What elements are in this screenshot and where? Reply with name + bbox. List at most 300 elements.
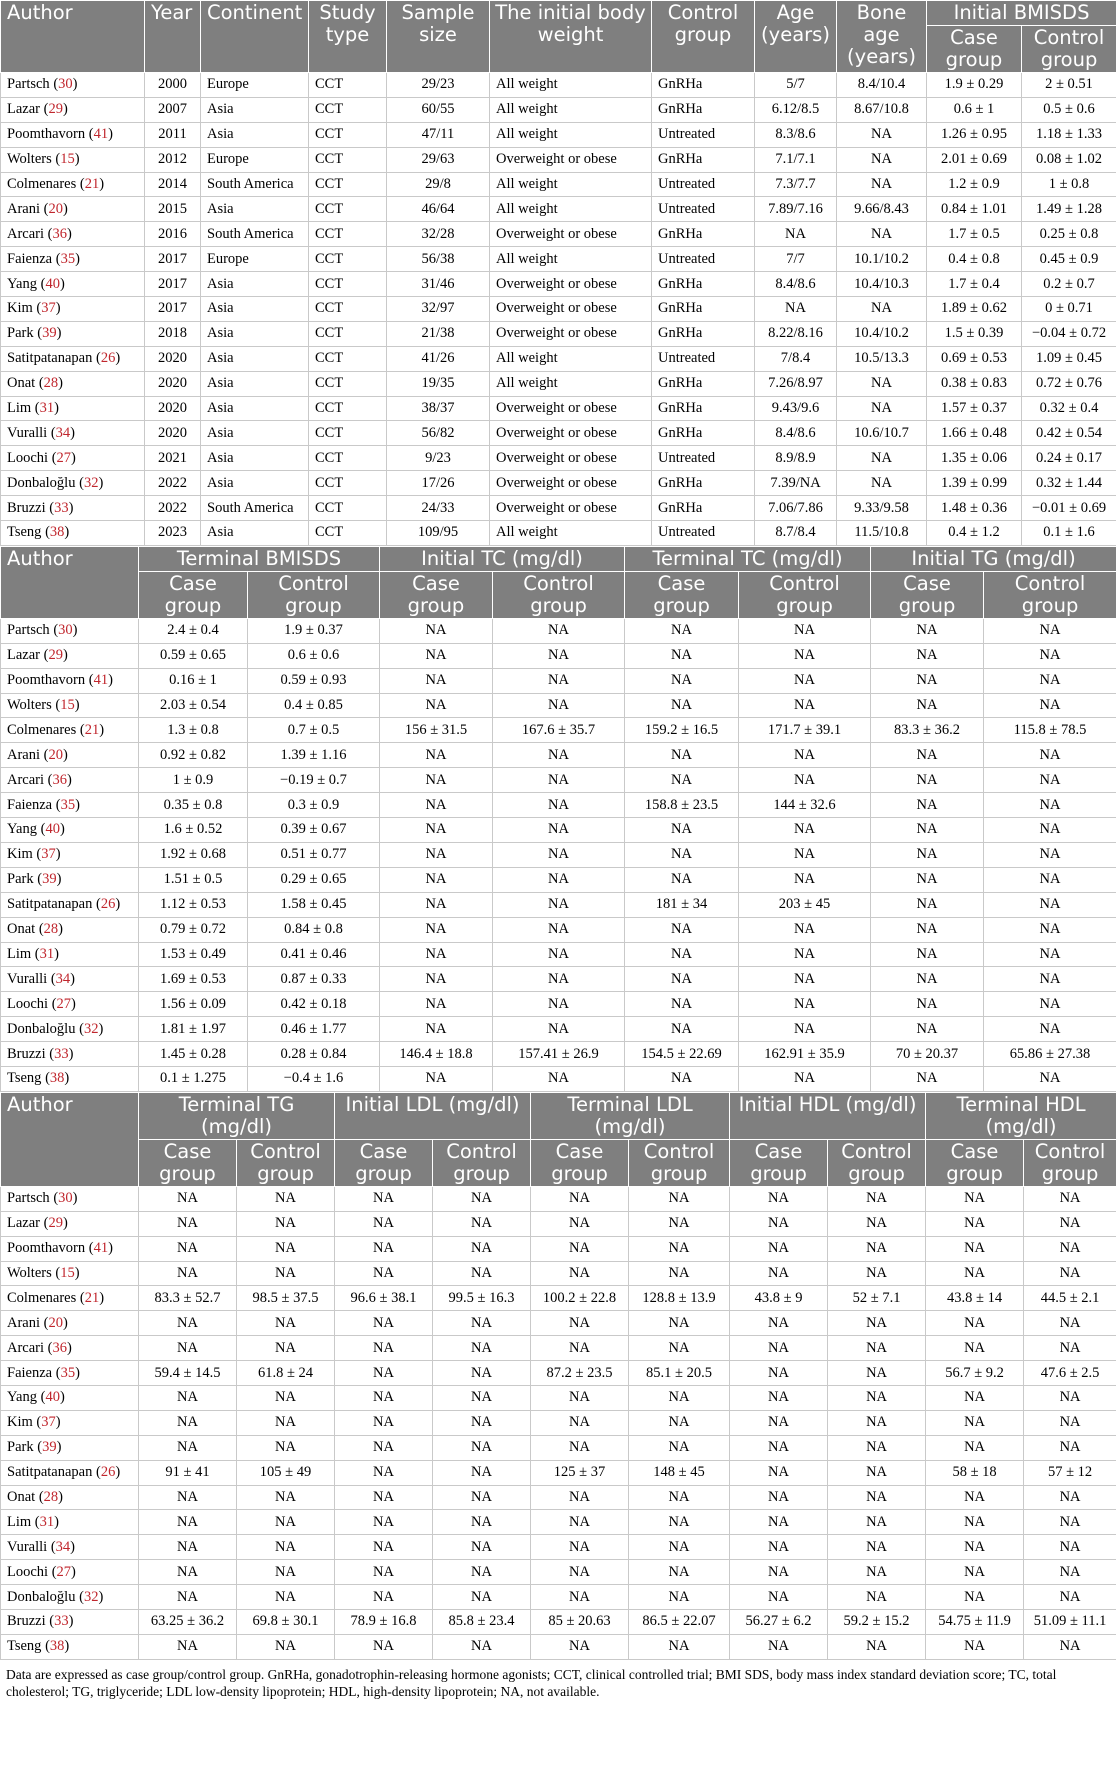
author-cell <box>1 992 139 1017</box>
reference-number: (32) <box>79 1588 104 1605</box>
data-cell: NA <box>837 297 927 322</box>
data-cell: Asia <box>201 371 309 396</box>
reference-number: (29) <box>43 101 68 118</box>
data-cell: NA <box>984 917 1116 942</box>
column-header: Terminal BMISDS <box>139 546 380 571</box>
data-cell: NA <box>984 743 1116 768</box>
data-cell: NA <box>139 1510 237 1535</box>
data-cell: NA <box>335 1585 433 1610</box>
data-cell: NA <box>625 942 739 967</box>
reference-number: (20) <box>43 200 68 217</box>
data-cell: NA <box>837 172 927 197</box>
data-cell: NA <box>730 1211 828 1236</box>
data-cell: NA <box>926 1585 1024 1610</box>
data-cell: 0.2 ± 0.7 <box>1022 272 1116 297</box>
author-name: Arani <box>7 200 44 217</box>
data-cell: NA <box>739 618 871 643</box>
data-cell: Overweight or obese <box>490 396 652 421</box>
data-cell: NA <box>730 1311 828 1336</box>
reference-number: (21) <box>79 721 105 738</box>
reference-number: (34) <box>50 1538 76 1555</box>
data-cell: GnRHa <box>652 297 755 322</box>
author-name: Tseng <box>7 1638 46 1655</box>
reference-number: (37) <box>36 846 61 863</box>
data-cell: 0.72 ± 0.76 <box>1022 371 1116 396</box>
data-cell: NA <box>629 1510 730 1535</box>
author-name: Loochi <box>7 995 52 1012</box>
data-cell: NA <box>984 768 1116 793</box>
data-cell: NA <box>493 818 625 843</box>
data-cell: NA <box>730 1261 828 1286</box>
data-cell: NA <box>837 147 927 172</box>
data-cell: 85.1 ± 20.5 <box>629 1361 730 1386</box>
data-cell: 154.5 ± 22.69 <box>625 1042 739 1067</box>
data-cell: NA <box>1024 1485 1116 1510</box>
author-cell <box>1 1042 139 1067</box>
column-header: Terminal TC (mg/dl) <box>625 546 871 571</box>
author-name: Kim <box>7 1414 37 1431</box>
data-cell: NA <box>493 917 625 942</box>
data-cell: NA <box>493 942 625 967</box>
table-row <box>1 1510 1116 1535</box>
data-cell: 0.6 ± 0.6 <box>248 643 380 668</box>
data-cell: 2017 <box>145 297 201 322</box>
data-cell: 1.7 ± 0.4 <box>927 272 1022 297</box>
data-cell: 8.22/8.16 <box>755 321 837 346</box>
data-cell: NA <box>625 693 739 718</box>
data-cell: 1.3 ± 0.8 <box>139 718 248 743</box>
author-name: Bruzzi <box>7 499 50 516</box>
data-cell: NA <box>1024 1261 1116 1286</box>
table-row <box>1 967 1116 992</box>
data-cell: 2021 <box>145 446 201 471</box>
data-cell: 125 ± 37 <box>531 1460 629 1485</box>
data-cell: 7.3/7.7 <box>755 172 837 197</box>
reference-number: (20) <box>43 1314 68 1331</box>
author-cell <box>1 718 139 743</box>
author-cell <box>1 172 145 197</box>
data-cell: NA <box>625 768 739 793</box>
table-row <box>1 297 1116 322</box>
column-header: Control group <box>1024 1139 1116 1186</box>
data-cell: CCT <box>309 272 387 297</box>
data-cell: CCT <box>309 496 387 521</box>
author-cell <box>1 743 139 768</box>
data-cell: 1.49 ± 1.28 <box>1022 197 1116 222</box>
column-header: Case group <box>335 1139 433 1186</box>
data-cell: CCT <box>309 197 387 222</box>
author-name: Loochi <box>7 1563 52 1580</box>
data-cell: 1.12 ± 0.53 <box>139 892 248 917</box>
data-cell: Europe <box>201 73 309 98</box>
reference-number: (37) <box>36 300 61 317</box>
reference-number: (38) <box>45 1070 70 1087</box>
reference-number: (29) <box>43 647 68 664</box>
table-row <box>1 1410 1116 1435</box>
data-cell: NA <box>1024 1585 1116 1610</box>
data-cell: GnRHa <box>652 371 755 396</box>
data-cell: Asia <box>201 97 309 122</box>
data-cell: NA <box>625 618 739 643</box>
data-cell: 157.41 ± 26.9 <box>493 1042 625 1067</box>
data-cell: 2014 <box>145 172 201 197</box>
data-cell: NA <box>625 992 739 1017</box>
data-cell: Overweight or obese <box>490 471 652 496</box>
data-cell: All weight <box>490 247 652 272</box>
column-header: Bone age (years) <box>837 1 927 73</box>
column-header: Initial BMISDS <box>927 1 1116 26</box>
data-cell: 70 ± 20.37 <box>871 1042 984 1067</box>
data-cell: 128.8 ± 13.9 <box>629 1286 730 1311</box>
data-cell: 1 ± 0.8 <box>1022 172 1116 197</box>
data-cell: NA <box>139 1236 237 1261</box>
data-cell: NA <box>625 743 739 768</box>
author-cell <box>1 1460 139 1485</box>
data-cell: NA <box>335 1485 433 1510</box>
author-cell <box>1 1186 139 1211</box>
author-cell <box>1 1017 139 1042</box>
author-name: Faienza <box>7 250 56 267</box>
data-cell: 21/38 <box>387 321 490 346</box>
data-cell: NA <box>755 222 837 247</box>
data-cell: NA <box>984 693 1116 718</box>
author-cell <box>1 643 139 668</box>
reference-number: (37) <box>36 1414 61 1431</box>
data-cell: 0.5 ± 0.6 <box>1022 97 1116 122</box>
data-cell: CCT <box>309 297 387 322</box>
data-cell: NA <box>493 693 625 718</box>
author-name: Colmenares <box>7 1289 80 1306</box>
data-cell: 2017 <box>145 247 201 272</box>
data-cell: NA <box>335 1311 433 1336</box>
data-cell: 2.03 ± 0.54 <box>139 693 248 718</box>
data-cell: 167.6 ± 35.7 <box>493 718 625 743</box>
data-cell: NA <box>380 643 493 668</box>
author-cell <box>1 1236 139 1261</box>
data-cell: NA <box>380 793 493 818</box>
column-header: Initial HDL (mg/dl) <box>730 1092 926 1139</box>
data-cell: NA <box>139 1560 237 1585</box>
data-cell: NA <box>926 1485 1024 1510</box>
data-cell: 2012 <box>145 147 201 172</box>
author-cell <box>1 818 139 843</box>
data-cell: 100.2 ± 22.8 <box>531 1286 629 1311</box>
data-cell: 0.51 ± 0.77 <box>248 842 380 867</box>
data-cell: NA <box>531 1510 629 1535</box>
column-header: Age (years) <box>755 1 837 73</box>
data-cell: NA <box>984 992 1116 1017</box>
data-cell: NA <box>380 992 493 1017</box>
data-table-1 <box>0 0 1116 546</box>
data-cell: 59.2 ± 15.2 <box>828 1609 926 1634</box>
data-cell: NA <box>984 942 1116 967</box>
header-row <box>1 1139 1116 1186</box>
data-cell: NA <box>1024 1560 1116 1585</box>
data-cell: 0.28 ± 0.84 <box>248 1042 380 1067</box>
data-cell: NA <box>730 1385 828 1410</box>
data-cell: 0.59 ± 0.65 <box>139 643 248 668</box>
data-cell: NA <box>625 668 739 693</box>
table-row <box>1 1435 1116 1460</box>
author-name: Satitpatanapan <box>7 1464 96 1481</box>
data-cell: NA <box>625 1066 739 1091</box>
data-cell: NA <box>380 892 493 917</box>
author-name: Arcari <box>7 1339 48 1356</box>
reference-number: (28) <box>38 1488 63 1505</box>
data-cell: NA <box>493 618 625 643</box>
data-cell: NA <box>531 1311 629 1336</box>
data-cell: 1.9 ± 0.29 <box>927 73 1022 98</box>
data-cell: GnRHa <box>652 222 755 247</box>
data-cell: 69.8 ± 30.1 <box>237 1609 335 1634</box>
reference-number: (27) <box>51 1563 76 1580</box>
column-header: Control group <box>433 1139 531 1186</box>
author-name: Bruzzi <box>7 1613 50 1630</box>
data-cell: NA <box>871 1066 984 1091</box>
data-cell: All weight <box>490 172 652 197</box>
data-cell: NA <box>625 1017 739 1042</box>
table-row <box>1 992 1116 1017</box>
data-cell: NA <box>828 1460 926 1485</box>
data-cell: 46/64 <box>387 197 490 222</box>
table-row <box>1 942 1116 967</box>
column-header: Case group <box>380 571 493 618</box>
data-cell: 1.66 ± 0.48 <box>927 421 1022 446</box>
author-name: Park <box>7 1439 38 1456</box>
table-row <box>1 346 1116 371</box>
author-name: Arcari <box>7 225 48 242</box>
data-cell: NA <box>237 1336 335 1361</box>
data-cell: 96.6 ± 38.1 <box>335 1286 433 1311</box>
data-cell: CCT <box>309 222 387 247</box>
reference-number: (26) <box>95 350 121 367</box>
reference-number: (35) <box>55 1364 80 1381</box>
author-name: Donbaloğlu <box>7 474 80 491</box>
data-cell: 1.81 ± 1.97 <box>139 1017 248 1042</box>
reference-number: (28) <box>38 921 63 938</box>
data-cell: NA <box>739 1017 871 1042</box>
data-cell: 115.8 ± 78.5 <box>984 718 1116 743</box>
data-cell: 56/38 <box>387 247 490 272</box>
table-row <box>1 1361 1116 1386</box>
table-row <box>1 172 1116 197</box>
table-row <box>1 396 1116 421</box>
data-cell: All weight <box>490 521 652 546</box>
data-cell: NA <box>139 1336 237 1361</box>
data-cell: 19/35 <box>387 371 490 396</box>
column-header: Case group <box>531 1139 629 1186</box>
data-cell: NA <box>629 1435 730 1460</box>
data-cell: 0.08 ± 1.02 <box>1022 147 1116 172</box>
reference-number: (34) <box>50 424 76 441</box>
column-header: Case group <box>625 571 739 618</box>
column-header: Terminal TG (mg/dl) <box>139 1092 335 1139</box>
data-cell: 0.39 ± 0.67 <box>248 818 380 843</box>
data-cell: NA <box>739 917 871 942</box>
data-cell: 1.6 ± 0.52 <box>139 818 248 843</box>
data-cell: 1.39 ± 0.99 <box>927 471 1022 496</box>
data-cell: NA <box>335 1560 433 1585</box>
reference-number: (39) <box>37 1439 62 1456</box>
data-cell: NA <box>531 1385 629 1410</box>
reference-number: (38) <box>45 1638 70 1655</box>
data-cell: NA <box>984 818 1116 843</box>
data-cell: NA <box>237 1261 335 1286</box>
data-cell: Overweight or obese <box>490 496 652 521</box>
data-cell: NA <box>139 1211 237 1236</box>
table-row <box>1 1585 1116 1610</box>
data-cell: NA <box>1024 1336 1116 1361</box>
data-cell: 0.32 ± 0.4 <box>1022 396 1116 421</box>
data-cell: CCT <box>309 396 387 421</box>
data-cell: 162.91 ± 35.9 <box>739 1042 871 1067</box>
reference-number: (30) <box>53 622 78 639</box>
table-row <box>1 1042 1116 1067</box>
author-cell <box>1 521 145 546</box>
data-cell: NA <box>730 1435 828 1460</box>
data-cell: 2020 <box>145 371 201 396</box>
author-name: Onat <box>7 375 39 392</box>
data-cell: NA <box>380 668 493 693</box>
data-cell: 0.79 ± 0.72 <box>139 917 248 942</box>
data-cell: NA <box>1024 1236 1116 1261</box>
data-cell: 1.53 ± 0.49 <box>139 942 248 967</box>
data-cell: 9.33/9.58 <box>837 496 927 521</box>
author-name: Park <box>7 325 38 342</box>
data-cell: NA <box>531 1485 629 1510</box>
column-header: Initial TC (mg/dl) <box>380 546 625 571</box>
table-row <box>1 1485 1116 1510</box>
reference-number: (33) <box>49 1045 74 1062</box>
data-cell: Untreated <box>652 122 755 147</box>
reference-number: (27) <box>51 995 76 1012</box>
data-cell: NA <box>625 917 739 942</box>
data-cell: NA <box>493 668 625 693</box>
data-cell: NA <box>493 768 625 793</box>
table-row <box>1 1066 1116 1091</box>
data-cell: 6.12/8.5 <box>755 97 837 122</box>
data-cell: NA <box>926 1236 1024 1261</box>
data-cell: NA <box>237 1211 335 1236</box>
table-row <box>1 321 1116 346</box>
data-cell: NA <box>237 1385 335 1410</box>
table-row <box>1 222 1116 247</box>
data-cell: Overweight or obese <box>490 272 652 297</box>
data-cell: GnRHa <box>652 321 755 346</box>
data-cell: NA <box>335 1634 433 1659</box>
data-cell: 56.7 ± 9.2 <box>926 1361 1024 1386</box>
reference-number: (36) <box>47 771 72 788</box>
data-cell: 2015 <box>145 197 201 222</box>
table-row <box>1 1560 1116 1585</box>
reference-number: (41) <box>88 126 113 143</box>
data-cell: NA <box>984 668 1116 693</box>
data-cell: NA <box>730 1510 828 1535</box>
column-header: Control group <box>828 1139 926 1186</box>
data-cell: 0.16 ± 1 <box>139 668 248 693</box>
data-cell: NA <box>237 1634 335 1659</box>
data-cell: NA <box>380 768 493 793</box>
data-cell: NA <box>828 1485 926 1510</box>
data-cell: NA <box>380 867 493 892</box>
table-row <box>1 718 1116 743</box>
data-cell: 159.2 ± 16.5 <box>625 718 739 743</box>
data-cell: 0.42 ± 0.18 <box>248 992 380 1017</box>
data-cell: NA <box>237 1560 335 1585</box>
author-cell <box>1 1311 139 1336</box>
data-cell: NA <box>828 1186 926 1211</box>
data-cell: 31/46 <box>387 272 490 297</box>
author-cell <box>1 346 145 371</box>
data-cell: NA <box>493 793 625 818</box>
data-cell: NA <box>984 892 1116 917</box>
data-cell: Asia <box>201 272 309 297</box>
data-cell: 10.5/13.3 <box>837 346 927 371</box>
data-cell: 1.9 ± 0.37 <box>248 618 380 643</box>
table-row <box>1 1286 1116 1311</box>
data-cell: Untreated <box>652 346 755 371</box>
table-footnote: Data are expressed as case group/control group. GnRHa, gonadotrophin-releasing hormone agonists; CCT, clinical controlled trial; BMI SDS, body mass index standard deviation score; TC, total cholesterol; TG, triglyceride; LDL low-density lipoprotein; HDL, high-density lipoprotein; NA, not available. <box>6 1666 1057 1699</box>
table-row <box>1 1336 1116 1361</box>
data-cell: NA <box>335 1460 433 1485</box>
data-cell: 1.26 ± 0.95 <box>927 122 1022 147</box>
data-cell: Asia <box>201 197 309 222</box>
author-cell <box>1 147 145 172</box>
table-row <box>1 421 1116 446</box>
data-cell: NA <box>1024 1311 1116 1336</box>
data-cell: 1.35 ± 0.06 <box>927 446 1022 471</box>
data-cell: NA <box>531 1236 629 1261</box>
table-row <box>1 768 1116 793</box>
data-cell: NA <box>433 1211 531 1236</box>
data-cell: NA <box>380 818 493 843</box>
author-cell <box>1 967 139 992</box>
data-cell: NA <box>739 842 871 867</box>
table-row <box>1 73 1116 98</box>
author-name: Partsch <box>7 1190 54 1207</box>
reference-number: (35) <box>55 796 80 813</box>
data-cell: NA <box>984 867 1116 892</box>
data-cell: Asia <box>201 421 309 446</box>
data-cell: NA <box>493 992 625 1017</box>
data-cell: 0.87 ± 0.33 <box>248 967 380 992</box>
data-cell: NA <box>433 1261 531 1286</box>
data-cell: NA <box>984 1017 1116 1042</box>
data-cell: 0.35 ± 0.8 <box>139 793 248 818</box>
data-cell: 98.5 ± 37.5 <box>237 1286 335 1311</box>
table-row <box>1 1385 1116 1410</box>
data-cell: 7.1/7.1 <box>755 147 837 172</box>
data-cell: NA <box>837 222 927 247</box>
column-header: Case group <box>139 571 248 618</box>
author-cell <box>1 1585 139 1610</box>
author-name: Park <box>7 871 38 888</box>
data-cell: NA <box>629 1535 730 1560</box>
data-cell: All weight <box>490 97 652 122</box>
data-cell: 1.58 ± 0.45 <box>248 892 380 917</box>
data-cell: −0.4 ± 1.6 <box>248 1066 380 1091</box>
author-name: Lazar <box>7 1215 44 1232</box>
data-cell: 0.84 ± 0.8 <box>248 917 380 942</box>
data-cell: NA <box>335 1535 433 1560</box>
data-cell: 7.26/8.97 <box>755 371 837 396</box>
data-cell: NA <box>380 1066 493 1091</box>
data-cell: Asia <box>201 471 309 496</box>
data-cell: NA <box>139 1385 237 1410</box>
data-cell: CCT <box>309 247 387 272</box>
data-cell: NA <box>730 1485 828 1510</box>
data-cell: NA <box>629 1211 730 1236</box>
